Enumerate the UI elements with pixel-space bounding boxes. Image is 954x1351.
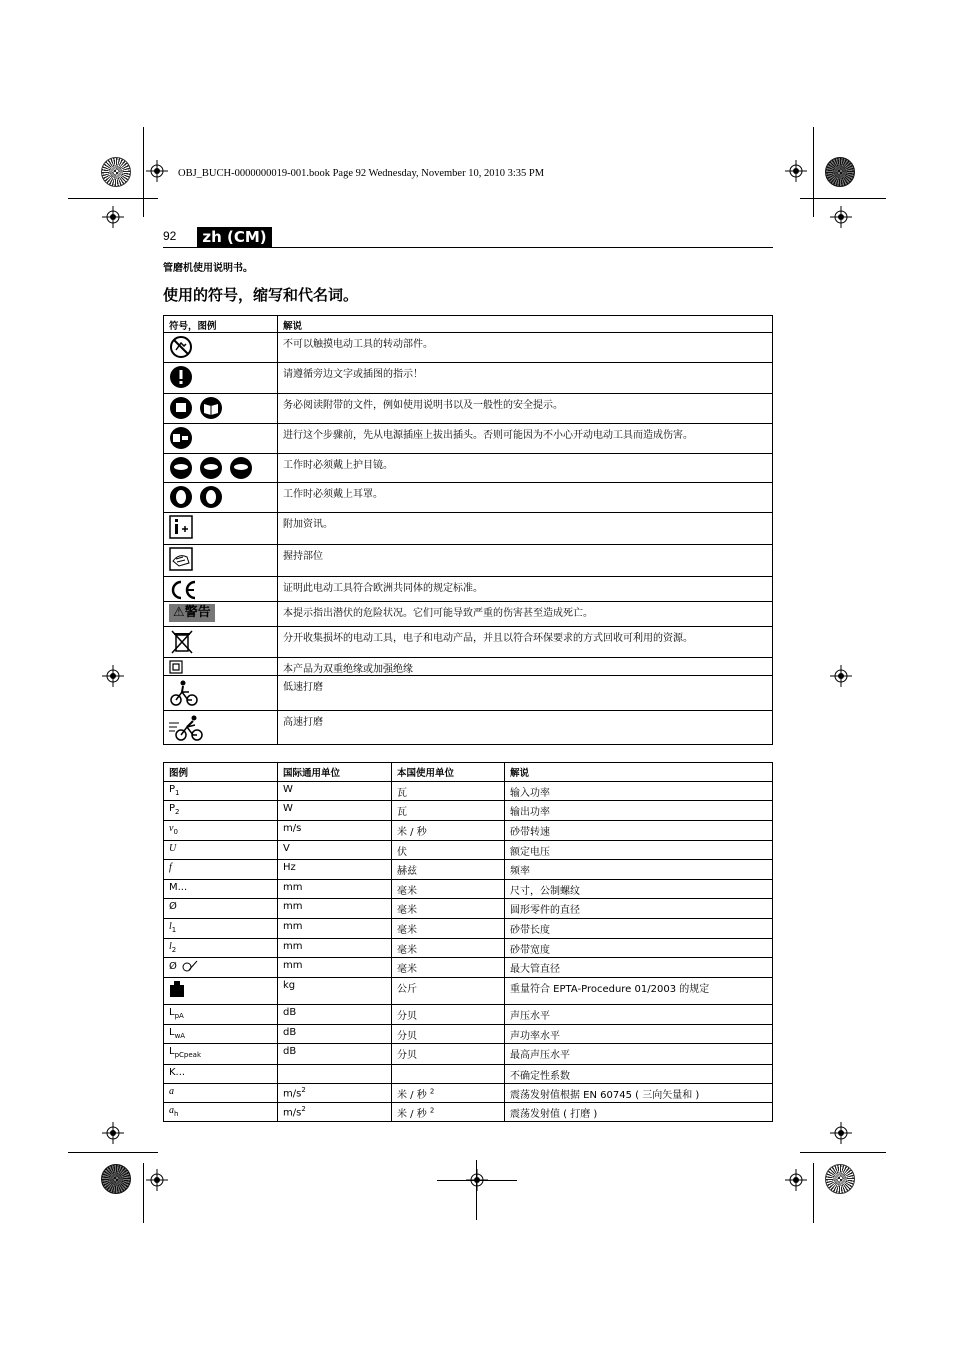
warning-label [169,604,215,622]
symbol-cell [164,939,278,958]
table-row [164,483,773,513]
table-row [164,821,773,841]
symbol-cell [164,333,278,363]
pipe-icon [177,961,199,972]
symbol-subscript: 0 [173,828,178,836]
section-title: 使用的符号，缩写和代名词。 [163,286,359,304]
table-row [164,880,773,899]
intl-unit: mm [283,921,303,932]
ce-mark-icon [169,579,197,601]
description-cell: 最高声压水平 [505,1044,773,1065]
symbol-text: L [169,1046,175,1057]
symbol-subscript: pCpeak [174,1051,202,1059]
column-header: 解说 [505,763,773,782]
local-unit-cell [392,939,505,958]
table-row [164,899,773,919]
symbol-text: v [169,823,174,834]
document-subtitle: 管磨机使用说明书。 [163,263,253,274]
table-row [164,454,773,483]
symbol-subscript: 1 [171,926,177,934]
symbol-subscript: pA [174,1012,184,1020]
symbol-cell [164,821,278,841]
symbol-text: a [169,1105,174,1116]
local-unit-cell [392,860,505,880]
weight-icon [169,980,185,998]
local-unit-cell [392,899,505,919]
description-cell: 分开收集损坏的电动工具，电子和电动产品，并且以符合环保要求的方式回收可利用的资源。 [278,627,773,658]
unit-superscript: 2 [301,1086,306,1094]
intl-unit: dB [283,1046,297,1057]
page-number: 92 [163,229,177,243]
symbol-text: K... [169,1067,186,1078]
local-unit-cell [392,1103,505,1122]
local-unit: 赫兹 [397,866,417,877]
table-row [164,333,773,363]
intl-unit-cell [278,939,392,958]
rosette-mark [825,157,855,187]
local-unit-cell [392,1084,505,1103]
description-cell: 尺寸，公制螺纹 [505,880,773,899]
intl-unit: Hz [283,862,296,873]
description-cell: 本产品为双重绝缘或加强绝缘 [278,658,773,676]
intl-unit-cell [278,1005,392,1025]
table-row [164,658,773,676]
symbol-subscript: 2 [175,808,180,816]
language-badge: zh (CM) [197,227,272,247]
symbol-subscript: 2 [171,946,177,954]
table-row [164,577,773,602]
symbol-cell [164,919,278,939]
symbol-text: f [169,862,172,873]
symbol-cell [164,978,278,1005]
symbol-cell [164,545,278,577]
table-row [164,978,773,1005]
table-row [164,711,773,745]
symbol-text: l [169,941,172,952]
unplug-icon [169,426,193,450]
local-unit: 分贝 [397,1050,417,1061]
symbol-cell [164,958,278,978]
table-row [164,841,773,860]
grip-icon [169,547,193,571]
symbol-cell [164,483,278,513]
intl-unit-cell [278,1044,392,1065]
intl-unit: dB [283,1027,297,1038]
description-cell: 请遵循旁边文字或插图的指示！ [278,363,773,394]
description-cell: 砂带转速 [505,821,773,841]
column-header: 解说 [278,316,773,333]
symbol-cell [164,880,278,899]
local-unit: 毫米 [397,905,417,916]
intl-unit: m/s [283,1088,302,1100]
local-unit: 毫米 [397,886,417,897]
table-row [164,1025,773,1044]
symbol-cell [164,1025,278,1044]
description-cell: 最大管直径 [505,958,773,978]
unit-superscript: 2 [301,1105,306,1113]
symbol-text: P [169,803,176,814]
table-row [164,939,773,958]
registration-mark [102,1122,124,1144]
symbol-text: P [169,784,176,795]
intl-unit: mm [283,882,303,893]
rosette-mark [101,157,131,187]
intl-unit: kg [283,980,296,991]
symbol-cell [164,577,278,602]
description-cell: 高速打磨 [278,711,773,745]
crop-mark [68,1152,158,1153]
local-unit: 分贝 [397,1031,417,1042]
table-row [164,1103,773,1122]
description-cell: 务必阅读附带的文件，例如使用说明书以及一般性的安全提示。 [278,394,773,424]
intl-unit: dB [283,1007,297,1018]
intl-unit-cell [278,1084,392,1103]
registration-mark [830,665,852,687]
symbol-cell [164,801,278,821]
symbol-cell [164,424,278,454]
symbol-cell [164,363,278,394]
crop-mark [143,127,144,217]
table-row [164,1005,773,1025]
description-cell: 声功率水平 [505,1025,773,1044]
symbol-cell [164,1044,278,1065]
local-unit-cell [392,1025,505,1044]
symbol-cell [164,1084,278,1103]
column-header: 图例 [164,763,278,782]
table-row [164,363,773,394]
symbol-cell [164,711,278,745]
registration-mark [466,1169,488,1191]
info-icon [169,515,193,539]
unit-superscript: 2 [429,1106,435,1115]
local-unit-cell [392,1005,505,1025]
intl-unit-cell [278,821,392,841]
symbol-text: M... [169,882,188,893]
no-touch-rotating-icon [169,335,193,359]
symbol-subscript: wA [174,1032,186,1040]
crop-mark [68,198,158,199]
description-cell: 证明此电动工具符合欧洲共同体的规定标准。 [278,577,773,602]
crop-mark [800,198,886,199]
registration-mark [830,1122,852,1144]
symbol-text: Ø [169,961,177,972]
symbol-cell [164,1065,278,1084]
ear-protection-icon [169,485,223,509]
intl-unit-cell [278,782,392,801]
rosette-mark [101,1164,131,1194]
symbol-cell [164,454,278,483]
symbol-cell [164,513,278,545]
registration-mark [146,1169,168,1191]
description-cell: 本提示指出潜伏的危险状况。它们可能导致严重的伤害甚至造成死亡。 [278,602,773,627]
table-row [164,1044,773,1065]
description-cell: 低速打磨 [278,676,773,711]
symbol-cell [164,658,278,676]
header-rule [163,247,773,248]
description-cell: 重量符合 EPTA-Procedure 01/2003 的规定 [505,978,773,1005]
symbol-cell [164,676,278,711]
local-unit: 毫米 [397,925,417,936]
local-unit-cell [392,801,505,821]
description-cell: 砂带宽度 [505,939,773,958]
table-row [164,801,773,821]
registration-mark [830,206,852,228]
description-cell: 握持部位 [278,545,773,577]
local-unit: 米 / 秒 [397,827,427,838]
double-insulation-icon [169,660,183,674]
table-row [164,1084,773,1103]
local-unit: 毫米 [397,945,417,956]
description-cell: 额定电压 [505,841,773,860]
symbol-cell [164,782,278,801]
intl-unit: m/s [283,1107,302,1119]
local-unit: 分贝 [397,1011,417,1022]
symbol-text: L [169,1027,175,1038]
eye-protection-icon [169,456,253,480]
description-cell: 砂带长度 [505,919,773,939]
book-info-line: OBJ_BUCH-0000000019-001.book Page 92 Wednesday, November 10, 2010 3:35 PM [178,168,545,179]
symbol-subscript: h [174,1110,179,1118]
slow-speed-icon [169,678,199,708]
intl-unit-cell [278,958,392,978]
local-unit-cell [392,841,505,860]
intl-unit-cell [278,1103,392,1122]
registration-mark [146,160,168,182]
table-row [164,424,773,454]
local-unit: 毫米 [397,964,417,975]
column-header: 符号，图例 [164,316,278,333]
intl-unit-cell [278,899,392,919]
fast-speed-icon [169,713,205,743]
local-unit-cell [392,821,505,841]
description-cell: 震荡发射值 ( 打磨 ) [505,1103,773,1122]
intl-unit-cell [278,801,392,821]
symbol-text: U [169,843,177,854]
local-unit-cell [392,919,505,939]
local-unit-cell [392,1065,505,1084]
registration-mark [785,1169,807,1191]
exclamation-icon [169,365,193,389]
intl-unit: W [283,803,293,814]
symbol-text: l [169,921,172,932]
intl-unit-cell [278,880,392,899]
table-row [164,958,773,978]
rosette-mark [825,1164,855,1194]
intl-unit: V [283,843,290,854]
warning-triangle-icon: ⚠ [173,605,185,620]
symbol-subscript: 1 [175,789,180,797]
table-row [164,513,773,545]
intl-unit-cell [278,1065,392,1084]
description-cell: 工作时必须戴上护目镜。 [278,454,773,483]
local-unit: 公斤 [397,984,417,995]
table-row [164,919,773,939]
weee-bin-icon [169,629,195,655]
symbol-text: Ø [169,901,177,912]
warning-label-text: 警告 [184,605,211,620]
description-cell: 频率 [505,860,773,880]
local-unit: 伏 [397,847,407,858]
unit-superscript: 2 [429,1087,435,1096]
local-unit: 瓦 [397,788,407,799]
description-cell: 不可以触摸电动工具的转动部件。 [278,333,773,363]
symbols-table [163,315,773,745]
description-cell: 进行这个步骤前，先从电源插座上拔出插头。否则可能因为不小心开动电动工具而造成伤害。 [278,424,773,454]
table-row [164,545,773,577]
symbol-cell [164,841,278,860]
intl-unit-cell [278,1025,392,1044]
column-header: 国际通用单位 [278,763,392,782]
intl-unit: mm [283,901,303,912]
local-unit-cell [392,1044,505,1065]
symbol-cell [164,627,278,658]
description-cell: 输出功率 [505,801,773,821]
crop-mark [800,1152,886,1153]
crop-mark [143,1163,144,1223]
intl-unit-cell [278,978,392,1005]
local-unit-cell [392,880,505,899]
intl-unit: W [283,784,293,795]
local-unit: 米 / 秒 [397,1109,430,1120]
description-cell: 声压水平 [505,1005,773,1025]
local-unit-cell [392,978,505,1005]
symbol-cell [164,602,278,627]
description-cell: 不确定性系数 [505,1065,773,1084]
local-unit: 瓦 [397,807,407,818]
registration-mark [785,160,807,182]
intl-unit-cell [278,841,392,860]
table-row [164,860,773,880]
symbol-cell [164,394,278,424]
table-row [164,1065,773,1084]
intl-unit: mm [283,960,303,971]
description-cell: 附加资讯。 [278,513,773,545]
description-cell: 震荡发射值根据 EN 60745 ( 三向矢量和 ) [505,1084,773,1103]
description-cell: 输入功率 [505,782,773,801]
symbol-text: L [169,1007,175,1018]
registration-mark [102,665,124,687]
intl-unit: mm [283,941,303,952]
read-manual-icon [169,396,223,420]
table-row [164,394,773,424]
table-row [164,782,773,801]
registration-mark [102,206,124,228]
units-table [163,762,773,1122]
symbol-cell [164,860,278,880]
table-row [164,602,773,627]
symbol-cell [164,1005,278,1025]
intl-unit: m/s [283,823,302,834]
local-unit: 米 / 秒 [397,1090,430,1101]
symbol-text: a [169,1086,174,1097]
column-header: 本国使用单位 [392,763,505,782]
local-unit-cell [392,958,505,978]
table-row [164,627,773,658]
intl-unit-cell [278,860,392,880]
symbol-cell [164,899,278,919]
crop-mark [813,127,814,217]
crop-mark [813,1163,814,1223]
symbol-cell [164,1103,278,1122]
table-row [164,676,773,711]
description-cell: 圆形零件的直径 [505,899,773,919]
intl-unit-cell [278,919,392,939]
local-unit-cell [392,782,505,801]
description-cell: 工作时必须戴上耳罩。 [278,483,773,513]
